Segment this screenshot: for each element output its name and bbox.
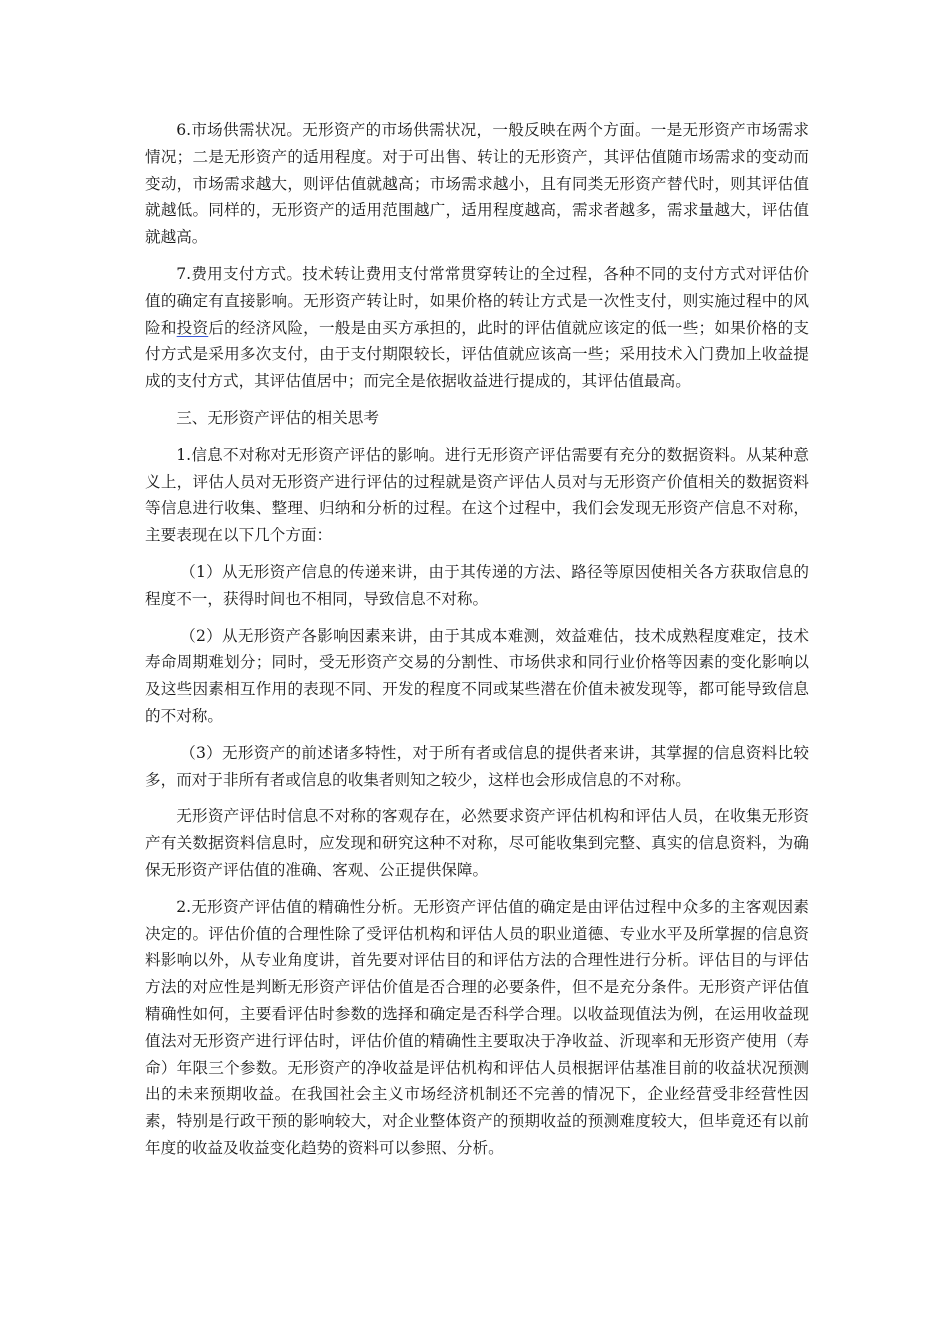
paragraph-valuation-precision: 2.无形资产评估值的精确性分析。无形资产评估值的确定是由评估过程中众多的主客观因素决定的。评估价值的合理性除了受评估机构和评估人员的职业道德、专业水平及所掌握的信息资料影响以外，从专业角度讲，首先要对评估目的和评估方法的合理性进行分析。评估目的与评估方法的对应性是判断无形资产评估价值是否合理的必要条件，但不是充分条件。无形资产评估值精确性如何，主要看评估时参数的选择和确定是否科学合理。以收益现值法为例，在运用收益现值法对无形资产进行评估时，评估价值的精确性主要取决于净收益、沂现率和无形资产使用（寿命）年限三个参数。无形资产的净收益是评估机构和评估人员根据评估基准目前的收益状况预测出的未来预期收益。在我国社会主义市场经济机制还不完善的情况下，企业经营受非经营性因素，特别是行政干预的影响较大，对企业整体资产的预期收益的预测难度较大，但毕竟还有以前年度的收益及收益变化趋势的资料可以参照、分析。	[145, 897, 809, 1157]
paragraph-market-supply-demand: 6.市场供需状况。无形资产的市场供需状况，一般反映在两个方面。一是无形资产市场需求情况；二是无形资产的适用程度。对于可出售、转让的无形资产，其评估值随市场需求的变动而变动，市场需求越大，则评估值就越高；市场需求越小，且有同类无形资产替代时，则其评估值就越低。同样的，无形资产的适用范围越广，适用程度越高，需求者越多，需求量越大，评估值就越高。	[145, 121, 809, 247]
payment-method-text-end: 后的经济风险，一般是由买方承担的，此时的评估值就应该定的低一些；如果价格的支付方式是采用多次支付，由于支付期限较长，评估值就应该高一些；采用技术入门费加上收益提成的支付方式，其评估值居中；而完全是依据收益进行提成的，其评估值最高。	[145, 318, 809, 391]
investment-link[interactable]: 投资	[176, 318, 209, 337]
list-item-characteristics: （3）无形资产的前述诸多特性，对于所有者或信息的提供者来讲，其掌握的信息资料比较多，而对于非所有者或信息的收集者则知之较少，这样也会形成信息的不对称。	[145, 743, 809, 789]
document-body	[145, 117, 809, 1172]
list-item-information-transfer: （1）从无形资产信息的传递来讲，由于其传递的方法、路径等原因使相关各方获取信息的程度不一，获得时间也不相同，导致信息不对称。	[145, 562, 809, 608]
paragraph-payment-method	[145, 261, 809, 395]
list-item-influencing-factors: （2）从无形资产各影响因素来讲，由于其成本难测，效益难估，技术成熟程度难定，技术寿命周期难划分；同时，受无形资产交易的分割性、市场供求和同行业价格等因素的变化影响以及这些因素相互作用的表现不同、开发的程度不同或某些潜在价值未被发现等，都可能导致信息的不对称。	[145, 626, 809, 725]
paragraph-information-asymmetry: 1.信息不对称对无形资产评估的影响。进行无形资产评估需要有充分的数据资料。从某种意义上，评估人员对无形资产进行评估的过程就是资产评估人员对与无形资产价值相关的数据资料等信息进行收集、整理、归纳和分析的过程。在这个过程中，我们会发现无形资产信息不对称，主要表现在以下几个方面：	[145, 445, 809, 545]
paragraph-asymmetry-conclusion: 无形资产评估时信息不对称的客观存在，必然要求资产评估机构和评估人员，在收集无形资产有关数据资料信息时，应发现和研究这种不对称，尽可能收集到完整、真实的信息资料，为确保无形资产评估值的准确、客观、公正提供保障。	[145, 807, 809, 879]
section-heading-related-thoughts: 三、无形资产评估的相关思考	[176, 408, 379, 427]
payment-method-text-start: 7.费用支付方式。技术转让费用支付常常贯穿转让的全过程，各种不同的支付方式对评估价值的确定有直接影响。无形资产转让时，如果价格的转让方式是一次性支付，则实施过程中的风险和	[145, 264, 809, 337]
